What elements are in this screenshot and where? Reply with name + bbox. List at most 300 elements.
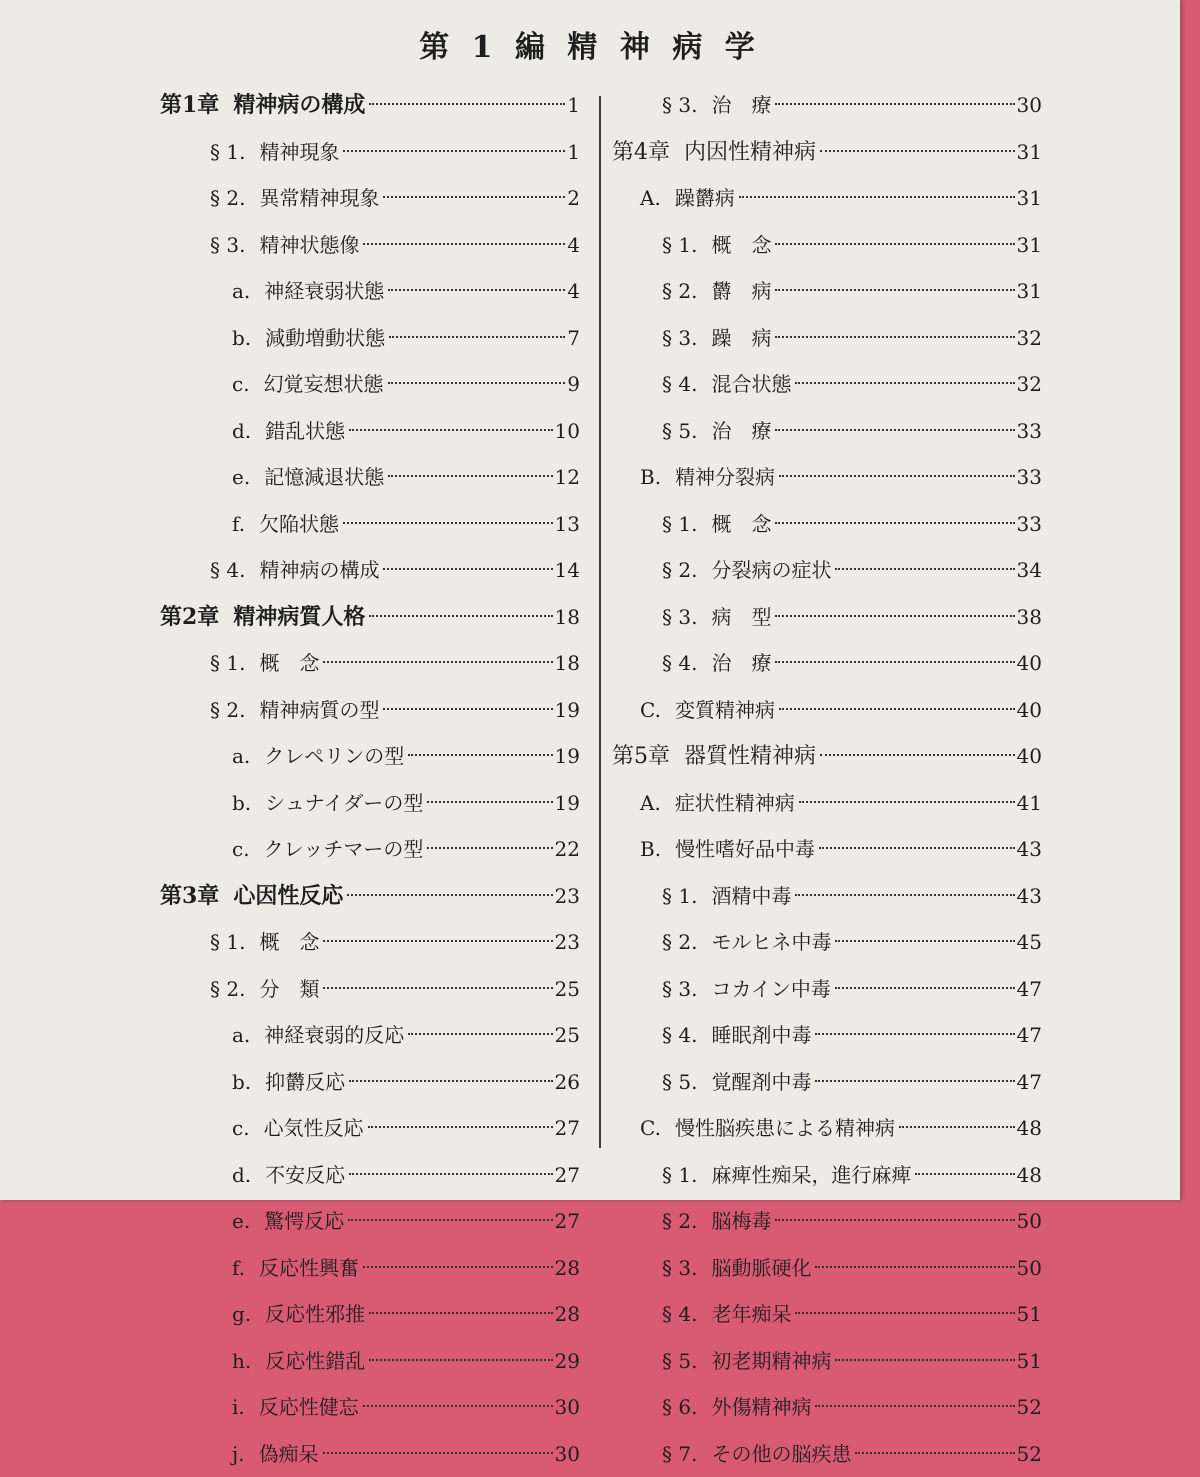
toc-page-number: 52 xyxy=(1017,1384,1042,1431)
dot-leader xyxy=(348,1219,552,1221)
toc-entry xyxy=(612,826,1042,873)
toc-entry-label xyxy=(232,1105,364,1152)
toc-entry xyxy=(612,1245,1042,1292)
toc-entry-title: 治 療 xyxy=(711,651,771,675)
toc-entry-number: § 5. xyxy=(662,408,697,455)
toc-page-number: 31 xyxy=(1017,268,1042,315)
dot-leader xyxy=(915,1173,1014,1175)
toc-entry xyxy=(612,1105,1042,1152)
toc-entry-number: A. xyxy=(640,175,661,222)
toc-entry-number: h. xyxy=(232,1338,251,1385)
toc-entry-title: 酒精中毒 xyxy=(711,884,791,908)
toc-entry xyxy=(160,454,580,501)
toc-entry-number: § 2. xyxy=(210,175,245,222)
toc-entry-title: クレッチマーの型 xyxy=(264,837,424,861)
toc-entry-title: 精神病質人格 xyxy=(233,604,365,630)
toc-entry xyxy=(612,361,1042,408)
toc-page-number: 50 xyxy=(1017,1198,1042,1245)
toc-entry-number: § 2. xyxy=(662,1198,697,1245)
toc-entry-number: § 2. xyxy=(210,687,245,734)
toc-page-number: 18 xyxy=(555,594,580,641)
dot-leader xyxy=(835,940,1014,942)
toc-entry-title: 記憶減退状態 xyxy=(264,465,384,489)
toc-entry-label xyxy=(210,175,379,222)
toc-entry-number: § 2. xyxy=(662,547,697,594)
toc-left-column xyxy=(160,82,580,1477)
dot-leader xyxy=(408,1033,552,1035)
toc-entry-label xyxy=(210,687,379,734)
toc-entry-number: § 6. xyxy=(662,1384,697,1431)
toc-page-number: 40 xyxy=(1017,687,1042,734)
toc-page-number: 2 xyxy=(567,175,580,222)
toc-entry xyxy=(160,1059,580,1106)
toc-entry-label xyxy=(662,501,771,548)
dot-leader xyxy=(775,103,1014,105)
toc-page-number: 48 xyxy=(1017,1105,1042,1152)
toc-page-number: 43 xyxy=(1017,873,1042,920)
toc-entry-title: 精神分裂病 xyxy=(675,465,775,489)
toc-page-number: 25 xyxy=(555,966,580,1013)
toc-entry-title: 病 型 xyxy=(711,605,771,629)
toc-entry xyxy=(612,501,1042,548)
toc-entry xyxy=(612,640,1042,687)
toc-entry-title: 睡眠剤中毒 xyxy=(711,1023,811,1047)
toc-entry xyxy=(160,1105,580,1152)
toc-entry-label xyxy=(662,1338,831,1385)
toc-entry-title: 初老期精神病 xyxy=(711,1349,831,1373)
toc-entry-label xyxy=(662,1245,811,1292)
toc-entry-number: 第5章 xyxy=(612,734,670,781)
toc-entry-label xyxy=(640,1105,895,1152)
toc-page-number: 7 xyxy=(567,315,580,362)
toc-entry-title: 外傷精神病 xyxy=(711,1395,811,1419)
toc-entry-number: e. xyxy=(232,454,250,501)
toc-entry-number: § 4. xyxy=(662,1291,697,1338)
dot-leader xyxy=(349,429,552,431)
toc-entry-number: § 1. xyxy=(662,222,697,269)
dot-leader xyxy=(775,615,1014,617)
dot-leader xyxy=(775,661,1014,663)
dot-leader xyxy=(388,382,566,384)
toc-entry-label xyxy=(232,1012,404,1059)
dot-leader xyxy=(775,289,1014,291)
toc-entry xyxy=(160,1384,580,1431)
toc-entry-label xyxy=(232,1338,365,1385)
toc-entry-title: 慢性脳疾患による精神病 xyxy=(675,1116,895,1140)
toc-entry xyxy=(160,1012,580,1059)
toc-page-number: 10 xyxy=(555,408,580,455)
dot-leader xyxy=(795,1312,1014,1314)
toc-page-number: 27 xyxy=(555,1198,580,1245)
toc-entry-label xyxy=(662,1431,851,1477)
toc-entry xyxy=(160,268,580,315)
dot-leader xyxy=(349,1080,552,1082)
dot-leader xyxy=(855,1452,1014,1454)
dot-leader xyxy=(368,1126,553,1128)
toc-entry-title: 麻痺性痴呆，進行麻痺 xyxy=(711,1163,911,1187)
toc-entry-label xyxy=(662,268,771,315)
dot-leader xyxy=(815,1266,1014,1268)
toc-page-number: 33 xyxy=(1017,454,1042,501)
toc-entry xyxy=(160,1431,580,1477)
toc-page-number: 38 xyxy=(1017,594,1042,641)
toc-entry-title: 老年痴呆 xyxy=(711,1302,791,1326)
dot-leader xyxy=(427,847,552,849)
toc-entry xyxy=(160,687,580,734)
page-title: 第 1 編 精 神 病 学 xyxy=(0,22,1180,66)
toc-entry-title: 精神病質の型 xyxy=(259,698,379,722)
toc-entry xyxy=(160,1338,580,1385)
toc-entry-label xyxy=(232,315,385,362)
toc-entry-title: 躁欝病 xyxy=(675,186,735,210)
dot-leader xyxy=(343,522,553,524)
toc-entry-title: 精神病の構成 xyxy=(259,558,379,582)
toc-page-number: 27 xyxy=(555,1152,580,1199)
toc-entry-label xyxy=(612,734,816,781)
toc-entry-label xyxy=(662,82,771,129)
toc-entry-title: 異常精神現象 xyxy=(259,186,379,210)
toc-entry xyxy=(160,1245,580,1292)
dot-leader xyxy=(779,708,1015,710)
toc-entry-label xyxy=(210,129,339,176)
dot-leader xyxy=(795,382,1014,384)
toc-entry-title: 反応性興奮 xyxy=(259,1256,359,1280)
toc-page-number: 4 xyxy=(567,222,580,269)
toc-entry xyxy=(612,1384,1042,1431)
toc-entry xyxy=(612,175,1042,222)
toc-page-number: 33 xyxy=(1017,408,1042,455)
toc-entry-number: a. xyxy=(232,268,250,315)
toc-page-number: 51 xyxy=(1017,1338,1042,1385)
toc-entry-label xyxy=(160,594,365,641)
toc-entry-label xyxy=(160,873,343,920)
toc-entry-number: § 5. xyxy=(662,1059,697,1106)
toc-entry-title: 反応性健忘 xyxy=(259,1395,359,1419)
toc-page-number: 19 xyxy=(555,780,580,827)
toc-entry xyxy=(612,1012,1042,1059)
toc-entry-title: 治 療 xyxy=(711,419,771,443)
toc-page-number: 13 xyxy=(555,501,580,548)
dot-leader xyxy=(799,801,1015,803)
toc-page-number: 30 xyxy=(555,1384,580,1431)
toc-entry-number: § 2. xyxy=(210,966,245,1013)
toc-page-number: 33 xyxy=(1017,501,1042,548)
toc-entry-number: 第3章 xyxy=(160,873,219,920)
toc-page-number: 50 xyxy=(1017,1245,1042,1292)
toc-entry-label xyxy=(160,82,365,129)
dot-leader xyxy=(323,1452,553,1454)
toc-page-number: 34 xyxy=(1017,547,1042,594)
toc-entry xyxy=(160,547,580,594)
toc-entry-number: g. xyxy=(232,1291,251,1338)
dot-leader xyxy=(369,615,552,617)
toc-entry-title: 躁 病 xyxy=(711,326,771,350)
toc-entry-number: § 1. xyxy=(210,129,245,176)
toc-entry-label xyxy=(662,315,771,362)
toc-entry-number: § 3. xyxy=(662,1245,697,1292)
toc-entry xyxy=(612,966,1042,1013)
toc-entry-title: 神経衰弱状態 xyxy=(264,279,384,303)
toc-entry xyxy=(612,594,1042,641)
toc-entry-number: § 7. xyxy=(662,1431,697,1477)
dot-leader xyxy=(835,987,1015,989)
toc-entry xyxy=(612,1338,1042,1385)
toc-page-number: 4 xyxy=(567,268,580,315)
toc-entry-number: § 4. xyxy=(662,361,697,408)
toc-entry-label xyxy=(232,780,423,827)
toc-entry-label xyxy=(662,361,791,408)
toc-entry-title: 心気性反応 xyxy=(264,1116,364,1140)
toc-entry-number: 第1章 xyxy=(160,82,219,129)
toc-entry-number: § 2. xyxy=(662,268,697,315)
toc-entry-title: 偽痴呆 xyxy=(259,1442,319,1466)
toc-entry xyxy=(612,222,1042,269)
toc-entry-number: § 3. xyxy=(662,966,697,1013)
toc-entry-label xyxy=(612,130,816,177)
toc-entry-label xyxy=(662,594,771,641)
toc-entry-label xyxy=(232,1198,344,1245)
toc-entry-title: 反応性邪推 xyxy=(265,1302,365,1326)
toc-entry xyxy=(612,315,1042,362)
toc-entry-title: コカイン中毒 xyxy=(711,977,830,1001)
toc-entry-title: 精神病の構成 xyxy=(233,92,365,118)
toc-entry-title: 精神現象 xyxy=(259,140,339,164)
toc-entry-label xyxy=(232,1384,359,1431)
dot-leader xyxy=(389,336,565,338)
toc-entry-title: 心因性反応 xyxy=(233,883,343,909)
toc-entry-title: 混合状態 xyxy=(711,372,791,396)
toc-page-number: 18 xyxy=(555,640,580,687)
toc-entry-title: 概 念 xyxy=(711,233,771,257)
toc-entry-label xyxy=(232,361,384,408)
toc-entry-number: B. xyxy=(640,454,661,501)
toc-entry-label xyxy=(640,826,815,873)
dot-leader xyxy=(779,475,1014,477)
dot-leader xyxy=(369,1359,552,1361)
toc-entry-number: b. xyxy=(232,780,251,827)
dot-leader xyxy=(427,801,552,803)
toc-entry-number: § 3. xyxy=(210,222,245,269)
toc-page-number: 45 xyxy=(1017,919,1042,966)
toc-page-number: 52 xyxy=(1017,1431,1042,1477)
toc-entry-number: § 4. xyxy=(662,1012,697,1059)
toc-entry-label xyxy=(662,1012,811,1059)
toc-entry-title: モルヒネ中毒 xyxy=(711,930,831,954)
toc-entry xyxy=(160,594,580,641)
toc-page-number: 12 xyxy=(555,454,580,501)
toc-entry xyxy=(160,129,580,176)
toc-entry-label xyxy=(662,1384,811,1431)
toc-entry-title: 変質精神病 xyxy=(675,698,775,722)
toc-entry xyxy=(612,1059,1042,1106)
dot-leader xyxy=(323,661,552,663)
toc-entry-title: 内因性精神病 xyxy=(684,140,816,165)
toc-entry xyxy=(160,919,580,966)
dot-leader xyxy=(835,1359,1014,1361)
dot-leader xyxy=(369,103,565,105)
dot-leader xyxy=(388,289,565,291)
dot-leader xyxy=(815,1405,1014,1407)
toc-entry-label xyxy=(640,454,775,501)
toc-entry-number: C. xyxy=(640,1105,661,1152)
toc-entry-label xyxy=(232,1152,345,1199)
toc-right-column xyxy=(612,82,1042,1477)
toc-page-number: 30 xyxy=(555,1431,580,1477)
toc-entry xyxy=(160,361,580,408)
toc-entry-title: 減動増動状態 xyxy=(265,326,385,350)
toc-entry-number: f. xyxy=(232,501,245,548)
dot-leader xyxy=(363,1266,553,1268)
toc-entry xyxy=(160,966,580,1013)
toc-entry-number: § 5. xyxy=(662,1338,697,1385)
toc-page-number: 1 xyxy=(567,82,580,129)
toc-entry xyxy=(612,454,1042,501)
dot-leader xyxy=(815,1033,1014,1035)
toc-page-number: 30 xyxy=(1017,82,1042,129)
toc-entry-title: 脳動脈硬化 xyxy=(711,1256,811,1280)
toc-entry-label xyxy=(640,780,795,827)
dot-leader xyxy=(363,243,565,245)
toc-entry-label xyxy=(232,733,404,780)
toc-entry-number: c. xyxy=(232,826,250,873)
toc-entry-title: 驚愕反応 xyxy=(264,1209,344,1233)
toc-entry xyxy=(612,82,1042,129)
toc-entry-number: e. xyxy=(232,1198,250,1245)
toc-page-number: 22 xyxy=(555,826,580,873)
toc-entry xyxy=(612,1291,1042,1338)
toc-entry-number: § 3. xyxy=(662,594,697,641)
toc-entry-label xyxy=(232,408,345,455)
toc-entry xyxy=(612,1198,1042,1245)
toc-entry-label xyxy=(662,547,831,594)
toc-entry-label xyxy=(662,1291,791,1338)
toc-page-number: 9 xyxy=(567,361,580,408)
toc-entry xyxy=(160,780,580,827)
toc-entry-title: 分裂病の症状 xyxy=(711,558,831,582)
toc-entry-title: クレペリンの型 xyxy=(264,744,404,768)
toc-entry-label xyxy=(210,222,359,269)
toc-entry-label xyxy=(232,1059,345,1106)
dot-leader xyxy=(819,847,1014,849)
dot-leader xyxy=(363,1405,553,1407)
toc-entry-title: 分 類 xyxy=(259,977,319,1001)
toc-entry xyxy=(160,175,580,222)
toc-entry-title: 神経衰弱的反応 xyxy=(264,1023,404,1047)
dot-leader xyxy=(323,987,552,989)
toc-entry xyxy=(160,501,580,548)
toc-entry-title: 覚醒剤中毒 xyxy=(711,1070,811,1094)
toc-entry-number: B. xyxy=(640,826,661,873)
dot-leader xyxy=(408,754,552,756)
toc-entry xyxy=(612,873,1042,920)
toc-entry-title: 慢性嗜好品中毒 xyxy=(675,837,815,861)
toc-page-number: 19 xyxy=(555,687,580,734)
toc-entry-number: i. xyxy=(232,1384,245,1431)
dot-leader xyxy=(383,568,552,570)
toc-entry xyxy=(612,268,1042,315)
toc-entry xyxy=(612,129,1042,176)
toc-entry-number: § 3. xyxy=(662,315,697,362)
toc-entry-label xyxy=(662,1198,771,1245)
toc-entry-label xyxy=(662,919,831,966)
toc-page-number: 23 xyxy=(555,919,580,966)
toc-entry-label xyxy=(232,454,384,501)
toc-page-number: 47 xyxy=(1017,1059,1042,1106)
toc-page-number: 19 xyxy=(555,733,580,780)
toc-entry-title: 症状性精神病 xyxy=(675,791,795,815)
toc-entry xyxy=(612,733,1042,780)
toc-entry xyxy=(612,547,1042,594)
toc-entry xyxy=(612,687,1042,734)
dot-leader xyxy=(815,1080,1014,1082)
toc-entry-label xyxy=(210,919,319,966)
toc-page-number: 32 xyxy=(1017,361,1042,408)
toc-entry-label xyxy=(232,826,423,873)
toc-entry-label xyxy=(662,1152,911,1199)
toc-entry-title: 概 念 xyxy=(711,512,771,536)
toc-entry-number: b. xyxy=(232,1059,251,1106)
toc-entry xyxy=(160,733,580,780)
toc-page-number: 1 xyxy=(567,129,580,176)
toc-page-number: 27 xyxy=(555,1105,580,1152)
toc-page-number: 31 xyxy=(1017,129,1042,176)
toc-entry-title: その他の脳疾患 xyxy=(711,1442,851,1466)
dot-leader xyxy=(775,429,1014,431)
dot-leader xyxy=(383,196,565,198)
column-divider xyxy=(599,96,601,1148)
toc-page-number: 31 xyxy=(1017,175,1042,222)
toc-entry-number: f. xyxy=(232,1245,245,1292)
toc-entry-number: § 1. xyxy=(662,1152,697,1199)
toc-entry xyxy=(612,1431,1042,1477)
toc-entry-title: 概 念 xyxy=(259,930,319,954)
toc-page-number: 47 xyxy=(1017,1012,1042,1059)
dot-leader xyxy=(775,336,1014,338)
toc-entry-label xyxy=(662,873,791,920)
dot-leader xyxy=(795,894,1014,896)
toc-entry xyxy=(612,408,1042,455)
toc-page-number: 32 xyxy=(1017,315,1042,362)
toc-page-number: 25 xyxy=(555,1012,580,1059)
toc-entry-title: 概 念 xyxy=(259,651,319,675)
toc-entry-title: 幻覚妄想状態 xyxy=(264,372,384,396)
toc-page-number: 51 xyxy=(1017,1291,1042,1338)
toc-entry-number: § 1. xyxy=(210,640,245,687)
toc-entry-title: 欝 病 xyxy=(711,279,771,303)
toc-entry xyxy=(160,1198,580,1245)
toc-entry-number: § 3. xyxy=(662,82,697,129)
toc-page-number: 43 xyxy=(1017,826,1042,873)
toc-entry-label xyxy=(232,1431,319,1477)
toc-entry-title: 不安反応 xyxy=(265,1163,345,1187)
dot-leader xyxy=(775,243,1014,245)
toc-entry-number: a. xyxy=(232,1012,250,1059)
dot-leader xyxy=(820,754,1015,756)
toc-entry-title: 精神状態像 xyxy=(259,233,359,257)
toc-entry-number: § 4. xyxy=(210,547,245,594)
toc-entry-label xyxy=(662,640,771,687)
toc-entry xyxy=(160,873,580,920)
toc-entry-label xyxy=(662,1059,811,1106)
toc-entry-title: 脳梅毒 xyxy=(711,1209,771,1233)
toc-page-number: 23 xyxy=(555,873,580,920)
dot-leader xyxy=(775,522,1014,524)
dot-leader xyxy=(383,708,552,710)
toc-entry-number: d. xyxy=(232,408,251,455)
toc-entry-number: 第2章 xyxy=(160,594,219,641)
toc-entry-number: § 1. xyxy=(662,873,697,920)
toc-entry-title: 欠陥状態 xyxy=(259,512,339,536)
